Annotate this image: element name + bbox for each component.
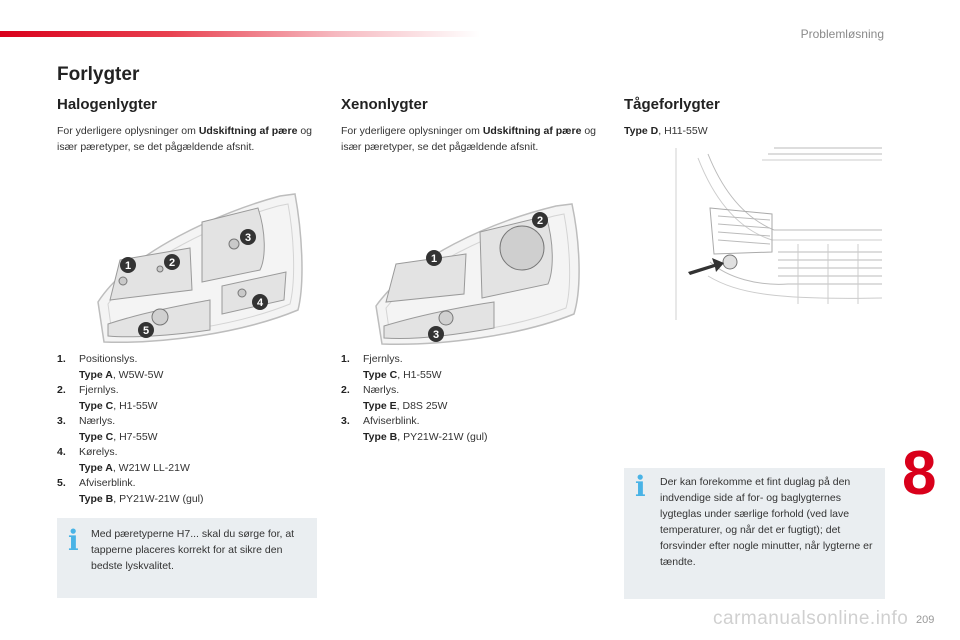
page-title: Forlygter <box>57 64 140 85</box>
fog-heading: Tågeforlygter <box>624 96 720 113</box>
halogen-marker-3 <box>240 229 256 245</box>
header-accent-bar <box>0 31 480 37</box>
halogen-intro: For yderligere oplysninger om Udskiftning af pære og især pæretyper, se det pågældende afsnit. <box>57 125 313 153</box>
svg-text:4: 4 <box>256 297 264 309</box>
halogen-marker-4 <box>252 294 268 310</box>
info-icon: i <box>635 470 646 503</box>
xenon-marker-3 <box>428 326 444 342</box>
halogen-info-text: Med pæretyperne H7... skal du sørge for, at tapperne placeres korrekt for at sikre den bedste lyskvalitet. <box>91 528 295 572</box>
svg-text:1: 1 <box>430 253 438 265</box>
xenon-column <box>341 96 611 155</box>
xenon-headlamp-diagram <box>370 202 600 352</box>
halogen-marker-1 <box>120 257 136 273</box>
fog-info-text: Der kan forekomme et fint duglag på den indvendige side af for- og baglygternes lygteglas under særlige forhold (ved lave temperaturer, og når det er fugtigt); det forsvinder efter nogle minutter, når lygterne er tændte. <box>660 476 873 568</box>
info-icon: i <box>68 524 79 557</box>
watermark: carmanualsonline.info <box>713 608 909 629</box>
svg-text:3: 3 <box>244 232 252 244</box>
page-number: 209 <box>916 614 935 626</box>
list-item: 1. Positionslys. Type A, W5W-5W <box>57 353 164 381</box>
list-item: 2. Fjernlys. Type C, H1-55W <box>57 384 158 412</box>
chapter-number: 8 <box>902 439 937 508</box>
halogen-info-box <box>57 518 317 598</box>
xenon-intro: For yderligere oplysninger om Udskiftning af pære og især pæretyper, se det pågældende afsnit. <box>341 125 597 153</box>
list-item: 3. Afviserblink. Type B, PY21W-21W (gul) <box>341 415 488 443</box>
fog-info-box <box>624 468 885 599</box>
list-item: 4. Kørelys. Type A, W21W LL-21W <box>57 446 190 474</box>
svg-text:5: 5 <box>142 325 150 337</box>
halogen-heading: Halogenlygter <box>57 96 158 113</box>
halogen-column <box>57 96 327 155</box>
xenon-bulb-list <box>341 352 561 445</box>
list-item: 3. Nærlys. Type C, H7-55W <box>57 415 158 443</box>
list-item: 5. Afviserblink. Type B, PY21W-21W (gul) <box>57 477 204 505</box>
list-item: 2. Nærlys. Type E, D8S 25W <box>341 384 448 412</box>
fog-lamp-diagram <box>668 144 886 322</box>
xenon-heading: Xenonlygter <box>341 96 428 113</box>
section-label: Problemløsning <box>800 27 884 41</box>
halogen-headlamp-diagram <box>90 192 320 352</box>
svg-text:1: 1 <box>124 260 132 272</box>
svg-text:2: 2 <box>536 215 544 227</box>
list-item: 1. Fjernlys. Type C, H1-55W <box>341 353 442 381</box>
halogen-marker-2 <box>164 254 180 270</box>
svg-text:3: 3 <box>432 329 440 341</box>
halogen-bulb-list <box>57 352 277 507</box>
halogen-marker-5 <box>138 322 154 338</box>
fog-bulb-type: Type D, H11-55W <box>624 125 708 137</box>
fog-column <box>624 96 894 139</box>
xenon-marker-1 <box>426 250 442 266</box>
xenon-marker-2 <box>532 212 548 228</box>
svg-text:2: 2 <box>168 257 176 269</box>
